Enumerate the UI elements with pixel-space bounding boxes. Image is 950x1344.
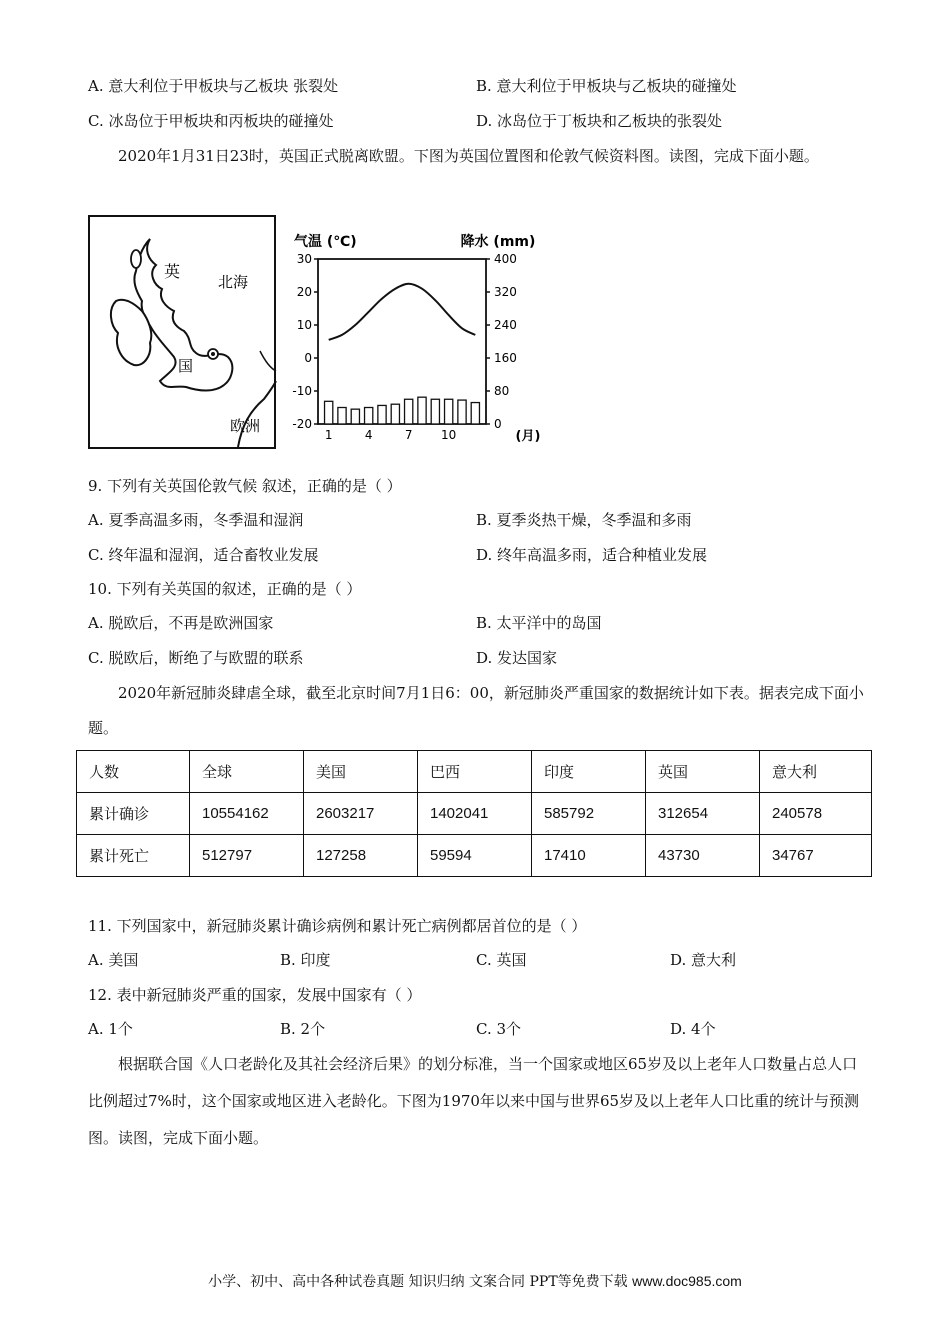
left-axis-tick-label: 20 — [296, 285, 312, 299]
table-cell: 240578 — [760, 793, 872, 835]
left-axis-tick-label: -10 — [292, 384, 312, 398]
right-axis-tick-label: 80 — [494, 384, 510, 398]
q8-option-b: B. 意大利位于甲板块与乙板块的碰撞处 — [476, 77, 737, 95]
precipitation-bar — [391, 404, 399, 424]
q12-option-c: C. 3个 — [476, 1020, 522, 1038]
precipitation-bar — [338, 408, 346, 425]
uk-location-map — [88, 215, 278, 451]
left-axis-tick-label: 30 — [296, 252, 312, 266]
q9-option-a: A. 夏季高温多雨，冬季温和湿润 — [88, 511, 304, 529]
covid-intro-paragraph — [88, 676, 868, 746]
uk-intro-text: 2020年1月31日23时，英国正式脱离欧盟。下图为英国位置图和伦敦气候资料图。读图，完成下面小题。 — [118, 147, 819, 165]
precipitation-bar — [418, 397, 426, 424]
precipitation-bar — [325, 401, 333, 424]
q10-option-a: A. 脱欧后，不再是欧洲国家 — [88, 614, 274, 632]
q12-stem: 12. 表中新冠肺炎严重的国家，发展中国家有（ ） — [88, 986, 422, 1004]
precipitation-bar — [365, 408, 373, 425]
table-header-cell: 印度 — [532, 751, 646, 793]
right-axis-tick-label: 240 — [494, 318, 517, 332]
q10-stem: 10. 下列有关英国的叙述，正确的是（ ） — [88, 580, 362, 598]
table-cell: 43730 — [646, 835, 760, 877]
table-cell: 59594 — [418, 835, 532, 877]
table-header-cell: 巴西 — [418, 751, 532, 793]
table-header-row — [77, 751, 872, 793]
left-axis-tick-label: -20 — [292, 417, 312, 431]
q8-option-a: A. 意大利位于甲板块与乙板块 张裂处 — [88, 77, 339, 95]
right-axis-tick-label: 320 — [494, 285, 517, 299]
precipitation-bar — [405, 399, 413, 424]
map-label-europe: 欧洲 — [230, 417, 261, 435]
london-climate-chart — [280, 226, 560, 448]
footer-link[interactable]: www.doc985.com — [632, 1273, 742, 1289]
table-row-label: 累计确诊 — [77, 793, 190, 835]
uk-intro-paragraph — [88, 139, 868, 174]
q12-option-a: A. 1个 — [88, 1020, 133, 1038]
map-label-ying: 英 — [164, 262, 181, 281]
q8-option-d: D. 冰岛位于丁板块和乙板块的张裂处 — [476, 112, 723, 130]
covid-intro-text: 2020年新冠肺炎肆虐全球，截至北京时间7月1日6：00，新冠肺炎严重国家的数据统计如下表。据表完成下面小题。 — [88, 684, 864, 737]
table-cell: 1402041 — [418, 793, 532, 835]
table-header-cell: 意大利 — [760, 751, 872, 793]
left-axis-label: 气温 (℃) — [294, 234, 357, 250]
right-axis-tick-label: 0 — [494, 417, 502, 431]
table-row-label: 累计死亡 — [77, 835, 190, 877]
q12-option-d: D. 4个 — [670, 1020, 716, 1038]
table-cell: 10554162 — [190, 793, 304, 835]
q9-stem: 9. 下列有关英国伦敦气候 叙述，正确的是（ ） — [88, 477, 402, 495]
precipitation-bar — [458, 400, 466, 424]
table-cell: 17410 — [532, 835, 646, 877]
q10-option-c: C. 脱欧后，断绝了与欧盟的联系 — [88, 649, 304, 667]
month-tick-label: 1 — [324, 428, 333, 442]
table-header-cell: 全球 — [190, 751, 304, 793]
covid-stats-table — [76, 750, 872, 877]
left-axis-tick-label: 0 — [304, 351, 312, 365]
q9-option-c: C. 终年温和湿润，适合畜牧业发展 — [88, 546, 319, 564]
q11-option-c: C. 英国 — [476, 951, 527, 969]
table-cell: 127258 — [304, 835, 418, 877]
map-label-north-sea: 北海 — [218, 273, 249, 291]
q11-option-d: D. 意大利 — [670, 951, 737, 969]
q10-option-b: B. 太平洋中的岛国 — [476, 614, 602, 632]
q11-stem: 11. 下列国家中，新冠肺炎累计确诊病例和累计死亡病例都居首位的是（ ） — [88, 917, 587, 935]
map-label-guo: 国 — [178, 357, 194, 375]
right-axis-tick-label: 400 — [494, 252, 517, 266]
page-footer — [0, 1271, 950, 1291]
precipitation-bar — [351, 409, 359, 424]
table-cell: 312654 — [646, 793, 760, 835]
table-cell: 2603217 — [304, 793, 418, 835]
right-axis-label: 降水 (mm) — [460, 234, 536, 250]
left-axis-tick-label: 10 — [296, 318, 312, 332]
q12-option-b: B. 2个 — [280, 1020, 326, 1038]
island-shape — [131, 250, 141, 268]
table-header-cell: 人数 — [77, 751, 190, 793]
table-cell: 585792 — [532, 793, 646, 835]
right-axis-tick-label: 160 — [494, 351, 517, 365]
month-tick-label: 7 — [404, 428, 413, 442]
q9-option-d: D. 终年高温多雨，适合种植业发展 — [476, 546, 708, 564]
aging-intro-paragraph — [88, 1046, 868, 1157]
london-dot — [211, 352, 215, 356]
month-tick-label: 4 — [364, 428, 373, 442]
q9-option-b: B. 夏季炎热干燥，冬季温和多雨 — [476, 511, 692, 529]
footer-text: 小学、初中、高中各种试卷真题 知识归纳 文案合同 PPT等免费下载 — [208, 1274, 633, 1290]
precipitation-bar — [445, 399, 453, 424]
precipitation-bar — [378, 405, 386, 424]
q11-option-b: B. 印度 — [280, 951, 331, 969]
precipitation-bar — [471, 403, 479, 424]
q10-option-d: D. 发达国家 — [476, 649, 558, 667]
table-cell: 34767 — [760, 835, 872, 877]
table-header-cell: 美国 — [304, 751, 418, 793]
month-tick-label: 10 — [441, 428, 457, 442]
aging-intro-text: 根据联合国《人口老龄化及其社会经济后果》的划分标准，当一个国家或地区65岁及以上老年人口数量占总人口比例超过7%时，这个国家或地区进入老龄化。下图为1970年以来中国与世界65岁及以上老年人口比重的统计与预测图。读图，完成下面小题。 — [88, 1055, 860, 1147]
table-cell: 512797 — [190, 835, 304, 877]
table-row — [77, 835, 872, 877]
precipitation-bar — [431, 399, 439, 424]
q8-option-c: C. 冰岛位于甲板块和丙板块的碰撞处 — [88, 112, 334, 130]
q11-option-a: A. 美国 — [88, 951, 139, 969]
table-row — [77, 793, 872, 835]
table-header-cell: 英国 — [646, 751, 760, 793]
x-axis-unit: (月) — [515, 429, 541, 444]
chart-plot-frame — [318, 259, 486, 424]
